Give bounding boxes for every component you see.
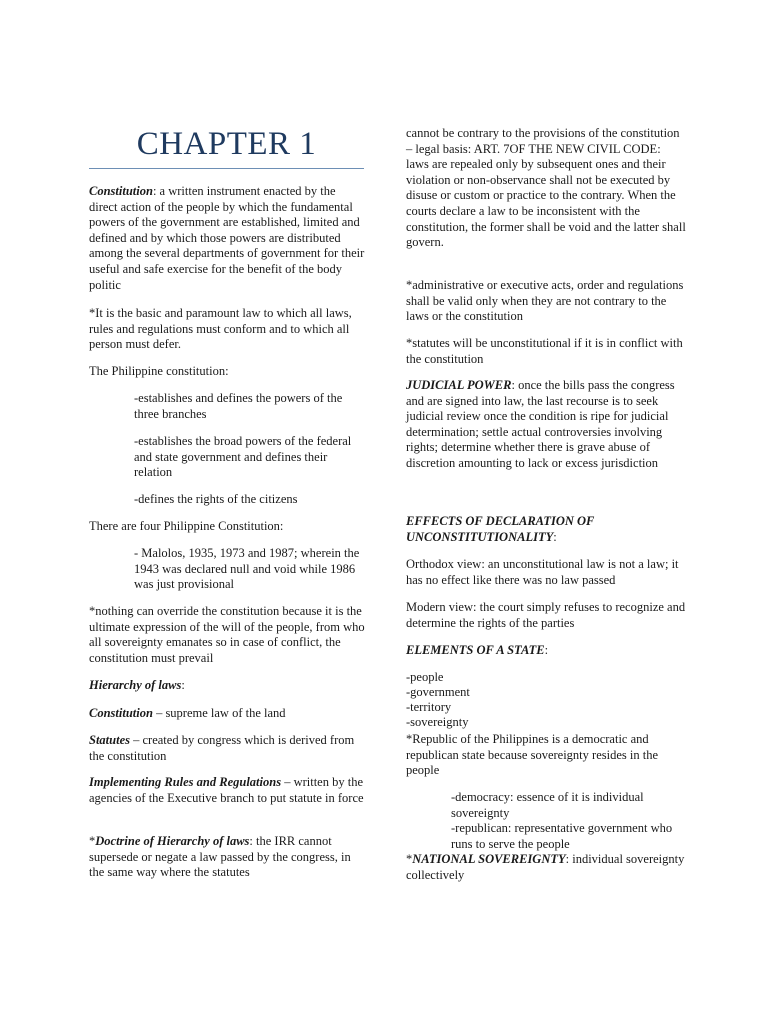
doctrine-paragraph bbox=[89, 834, 367, 881]
malolos-paragraph: - Malolos, 1935, 1973 and 1987; wherein the 1943 was declared null and void while 1986 was just provisional bbox=[134, 546, 360, 592]
elements-heading-text: ELEMENTS OF A STATE bbox=[406, 643, 545, 657]
irr-paragraph bbox=[89, 775, 367, 806]
four-constitutions-label: There are four Philippine Constitution: bbox=[89, 519, 284, 533]
doctrine-star: * bbox=[89, 834, 96, 848]
effects-heading bbox=[406, 514, 686, 545]
element-government: -government bbox=[406, 685, 470, 699]
ph-constitution-label: The Philippine constitution: bbox=[89, 364, 229, 378]
statutes-uncon-paragraph: *statutes will be unconstitutional if it is in conflict with the constitution bbox=[406, 336, 683, 366]
bullet-branches: -establishes and defines the powers of the three branches bbox=[134, 391, 343, 421]
modern-view: Modern view: the court simply refuses to recognize and determine the rights of the parties bbox=[406, 600, 686, 630]
irr-term: Implementing Rules and Regulations bbox=[89, 775, 282, 789]
doctrine-term: Doctrine of Hierarchy of laws bbox=[95, 834, 250, 848]
irr-def: – written by the agencies of the Executive branch to put statute in force bbox=[89, 775, 364, 805]
statutes-def: – created by congress which is derived from the constitution bbox=[89, 733, 355, 763]
national-term: NATIONAL SOVEREIGNTY bbox=[412, 852, 566, 866]
constitution-definition bbox=[89, 184, 367, 293]
hierarchy-colon: : bbox=[181, 678, 185, 692]
democracy-bullet: -democracy: essence of it is individual sovereignty bbox=[451, 790, 644, 820]
admin-acts-paragraph: *administrative or executive acts, order and regulations shall be valid only when they are not contrary to the laws or the constitution bbox=[406, 278, 684, 324]
constitution2-def: – supreme law of the land bbox=[152, 706, 286, 720]
orthodox-view: Orthodox view: an unconstitutional law is not a law; it has no effect like there was no law passed bbox=[406, 557, 679, 587]
hierarchy-heading-text: Hierarchy of laws bbox=[89, 678, 182, 692]
element-sovereignty: -sovereignty bbox=[406, 715, 469, 729]
judicial-power-paragraph bbox=[406, 378, 686, 472]
nothing-override-paragraph: *nothing can override the constitution because it is the ultimate expression of the will of the people, from who all sovereignty emanates so in case of conflict, the constitution must prevail bbox=[89, 604, 365, 665]
title-rule bbox=[89, 168, 364, 169]
element-people: -people bbox=[406, 670, 444, 684]
national-sovereignty-paragraph bbox=[406, 852, 686, 883]
constitution-text: : a written instrument enacted by the direct action of the people by which the fundamental powers of the government are established, limited and defined and by which those powers are distributed among the several departments of government for their useful and safe exercise for the benefit of the body politic bbox=[89, 184, 365, 292]
bullet-rights: -defines the rights of the citizens bbox=[134, 492, 298, 506]
constitution-supreme bbox=[89, 706, 367, 722]
elements-colon: : bbox=[544, 643, 549, 657]
judicial-term: JUDICIAL POWER bbox=[406, 378, 512, 392]
effects-heading-text: EFFECTS OF DECLARATION OF UNCONSTITUTIONALITY bbox=[406, 514, 595, 544]
bullet-federal: -establishes the broad powers of the federal and state government and defines their relation bbox=[134, 434, 352, 480]
judicial-def: : once the bills pass the congress and are signed into law, the last recourse is to seek judicial review once the condition is ripe for judicial determination; settle actual controversies involving rights; determine whether there is grave abuse of discretion amounting to lack or excess jurisdiction bbox=[406, 378, 675, 470]
republican-bullet: -republican: representative government who runs to serve the people bbox=[451, 821, 673, 851]
basic-law-paragraph: *It is the basic and paramount law to which all laws, rules and regulations must conform and to which all person must defer. bbox=[89, 306, 352, 352]
effects-colon: : bbox=[553, 529, 557, 544]
statutes-paragraph bbox=[89, 733, 367, 764]
chapter-title: CHAPTER 1 bbox=[136, 126, 317, 162]
continuation-paragraph: cannot be contrary to the provisions of the constitution – legal basis: ART. 7OF THE NEW CIVIL CODE: laws are repealed only by subsequent ones and their violation or non-observance shall not be executed by disuse or custom or practice to the contrary. When the courts declare a law to be inconsistent with the constitution, the former shall be void and the latter shall govern. bbox=[406, 126, 686, 250]
hierarchy-heading bbox=[89, 678, 367, 694]
constitution2-term: Constitution bbox=[89, 706, 153, 720]
statutes-term: Statutes bbox=[89, 733, 130, 747]
national-def: : individual sovereignty collectively bbox=[406, 852, 685, 882]
constitution-term: Constitution bbox=[89, 184, 153, 198]
republic-paragraph: *Republic of the Philippines is a democratic and republican state because sovereignty resides in the people bbox=[406, 732, 658, 778]
national-star: * bbox=[406, 852, 413, 866]
elements-heading bbox=[406, 643, 686, 659]
element-territory: -territory bbox=[406, 700, 452, 714]
doctrine-def: : the IRR cannot supersede or negate a law passed by the congress, in the same way where the statutes bbox=[89, 834, 351, 880]
